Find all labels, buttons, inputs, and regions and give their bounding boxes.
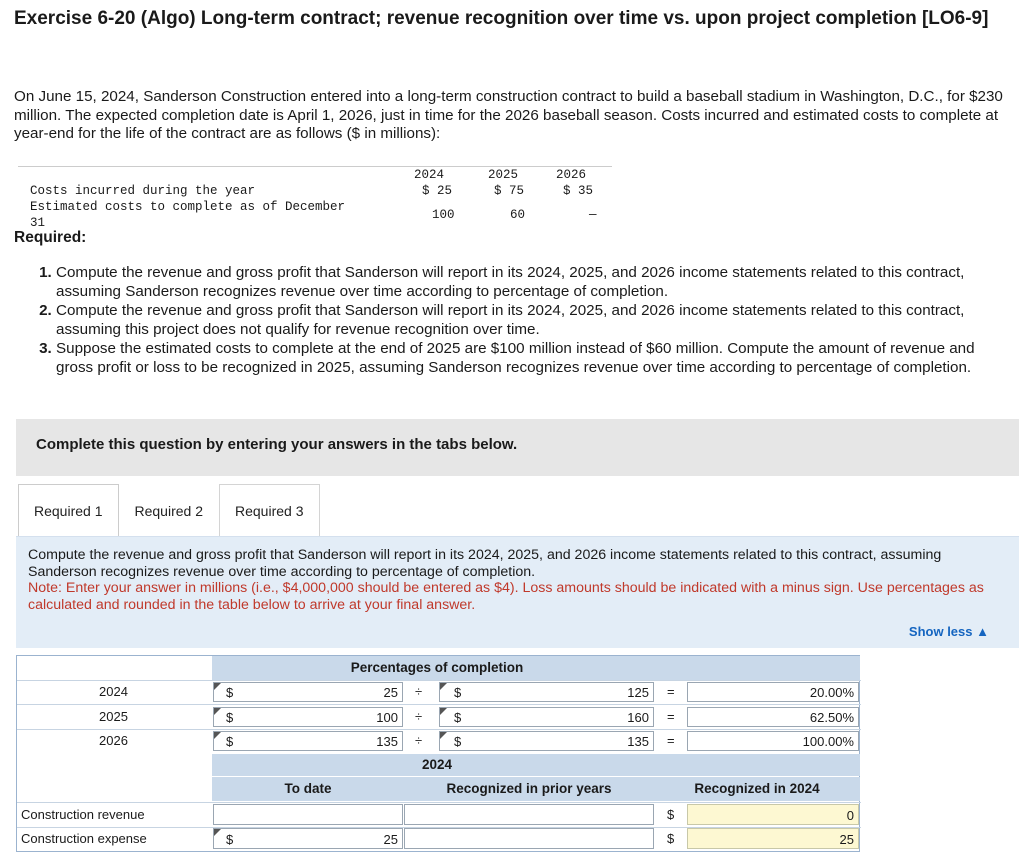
answer-table <box>16 655 860 852</box>
cost-2025: $ 75 <box>494 184 525 198</box>
row-divider <box>17 680 861 681</box>
cost-to-date-2025: 100 <box>376 710 398 725</box>
flag-icon <box>214 732 221 739</box>
divide-icon: ÷ <box>415 684 423 699</box>
requirement-2: 2. Compute the revenue and gross profit that Sanderson will report in its 2024, 2025, and 2026 income statements related to this contract, assuming this project does not qualify for revenue recognition over time. <box>56 301 1014 339</box>
pct-header: Percentages of completion <box>350 660 524 675</box>
year-2024: 2024 <box>414 168 445 182</box>
banner-text: Complete this question by entering your answers in the tabs below. <box>36 436 518 453</box>
tab-required-3[interactable]: Required 3 <box>219 484 320 536</box>
exercise-title: Exercise 6-20 (Algo) Long-term contract; revenue recognition over time vs. upon project completion [LO6-9] <box>14 8 989 29</box>
cost-to-date-2026: 135 <box>376 734 398 749</box>
total-cost-2024: 125 <box>627 685 649 700</box>
col-to-date: To date <box>284 781 332 796</box>
cost-2024: $ 25 <box>422 184 453 198</box>
currency-symbol: $ <box>454 734 462 749</box>
equals-icon: = <box>667 733 675 748</box>
col-current-year: Recognized in 2024 <box>694 781 820 796</box>
row-divider <box>17 729 861 730</box>
revenue-to-date-input[interactable] <box>213 804 403 825</box>
total-cost-2024-input[interactable] <box>439 682 654 702</box>
estimate-2024: 100 <box>432 208 455 222</box>
tab-required-2[interactable]: Required 2 <box>119 484 220 536</box>
estimate-2025: 60 <box>510 208 526 222</box>
requirement-3: 3. Suppose the estimated costs to complete at the end of 2025 are $100 million instead of $60 million. Compute the amount of revenue and gross profit or loss to be recognized in 2025, assuming Sanderson recognizes revenue over time according to percentage of completion. <box>56 339 1014 377</box>
expense-label: Construction expense <box>21 831 147 846</box>
cost-to-date-2026-input[interactable] <box>213 731 403 751</box>
requirement-1: 1. Compute the revenue and gross profit that Sanderson will report in its 2024, 2025, and 2026 income statements related to this contract, assuming Sanderson recognizes revenue over time according to percentage of completion. <box>56 263 1014 301</box>
pct-2025: 62.50% <box>809 710 854 725</box>
flag-icon <box>214 683 221 690</box>
equals-icon: = <box>667 709 675 724</box>
currency-symbol: $ <box>226 685 234 700</box>
panel-instructions <box>28 547 1008 614</box>
cost-table <box>18 166 612 228</box>
flag-icon <box>440 732 447 739</box>
revenue-prior-input[interactable] <box>404 804 654 825</box>
flag-icon <box>214 708 221 715</box>
currency-symbol: $ <box>667 831 675 846</box>
row-year-2025: 2025 <box>99 709 128 724</box>
pct-2024-input[interactable] <box>687 682 859 702</box>
pct-2024: 20.00% <box>809 685 854 700</box>
row-year-2024: 2024 <box>99 684 128 699</box>
cost-to-date-2025-input[interactable] <box>213 707 403 727</box>
question-panel <box>16 536 1019 648</box>
currency-symbol: $ <box>226 734 234 749</box>
estimate-2026: — <box>589 208 597 222</box>
cost-to-date-2024-input[interactable] <box>213 682 403 702</box>
row-divider <box>17 802 861 803</box>
revenue-current: 0 <box>846 808 854 823</box>
estimated-costs-label-cont: 31 <box>30 216 46 230</box>
expense-to-date-input[interactable] <box>213 828 403 849</box>
currency-symbol: $ <box>226 832 234 847</box>
pct-2025-input[interactable] <box>687 707 859 727</box>
show-less-link[interactable] <box>909 624 989 639</box>
intro-paragraph: On June 15, 2024, Sanderson Construction entered into a long-term construction contract to build a baseball stadium in Washington, D.C., for $230 million. The expected completion date is April 1, 2026, just in time for the 2026 baseball season. Costs incurred and estimated costs to complete at year-end for the life of the contract are as follows ($ in millions): <box>14 88 1003 142</box>
pct-2026-input[interactable] <box>687 731 859 751</box>
tab-bar <box>18 484 320 536</box>
total-cost-2025: 160 <box>627 710 649 725</box>
total-cost-2026: 135 <box>627 734 649 749</box>
revenue-current-input[interactable] <box>687 804 859 825</box>
required-heading: Required: <box>14 229 87 246</box>
requirements-list <box>14 263 1014 377</box>
show-less-label: Show less <box>908 624 973 639</box>
year-2025: 2025 <box>488 168 519 182</box>
cost-2026: $ 35 <box>563 184 594 198</box>
tab-required-1[interactable]: Required 1 <box>18 484 119 536</box>
divide-icon: ÷ <box>415 709 423 724</box>
currency-symbol: $ <box>454 685 462 700</box>
expense-to-date: 25 <box>383 832 398 847</box>
col-prior-years: Recognized in prior years <box>446 781 612 796</box>
estimated-costs-label: Estimated costs to complete as of December <box>30 200 346 214</box>
pct-2026: 100.00% <box>802 734 854 749</box>
total-cost-2026-input[interactable] <box>439 731 654 751</box>
expense-current-input[interactable] <box>687 828 859 849</box>
equals-icon: = <box>667 684 675 699</box>
caret-up-icon: ▲ <box>976 624 989 639</box>
row-divider <box>17 704 861 705</box>
divide-icon: ÷ <box>415 733 423 748</box>
flag-icon <box>440 708 447 715</box>
section-year: 2024 <box>421 757 453 772</box>
panel-note: Note: Enter your answer in millions (i.e., $4,000,000 should be entered as $4). Loss amounts should be indicated with a minus sign. Use percentages as calculated and rounded in the table below to arrive at your final answer. <box>28 580 984 614</box>
currency-symbol: $ <box>226 710 234 725</box>
flag-icon <box>440 683 447 690</box>
year-2026: 2026 <box>556 168 587 182</box>
flag-icon <box>214 829 221 836</box>
currency-symbol: $ <box>667 807 675 822</box>
currency-symbol: $ <box>454 710 462 725</box>
revenue-label: Construction revenue <box>21 807 145 822</box>
expense-prior-input[interactable] <box>404 828 654 849</box>
expense-current: 25 <box>839 832 854 847</box>
instructions-banner <box>16 419 1019 476</box>
cost-to-date-2024: 25 <box>383 685 398 700</box>
total-cost-2025-input[interactable] <box>439 707 654 727</box>
row-year-2026: 2026 <box>99 733 128 748</box>
costs-incurred-label: Costs incurred during the year <box>30 184 256 198</box>
panel-instruction-text: Compute the revenue and gross profit that Sanderson will report in its 2024, 2025, and 2026 income statements related to this contract, assuming Sanderson recognizes revenue over time according to percentage of completion. <box>28 547 942 580</box>
